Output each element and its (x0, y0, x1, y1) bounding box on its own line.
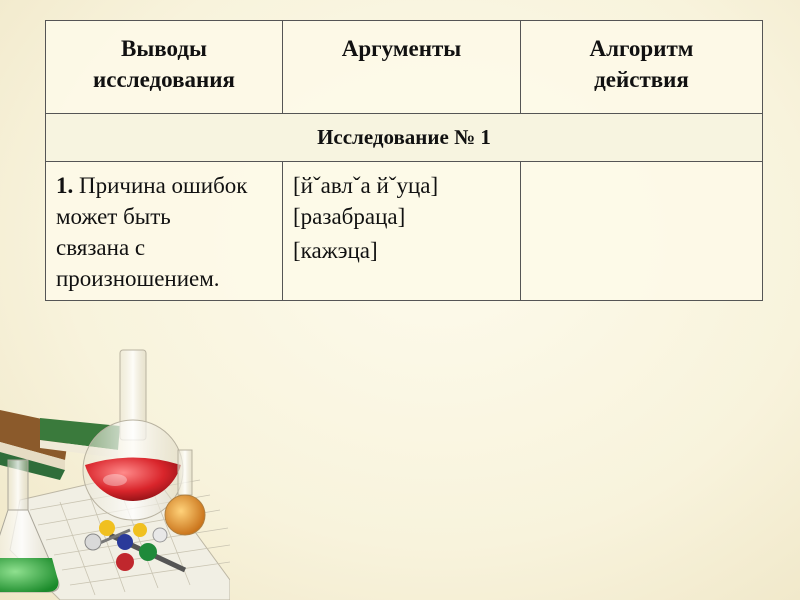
chemistry-illustration (0, 330, 230, 600)
data-row (46, 162, 763, 301)
header-conclusions-line2: исследования (93, 67, 235, 92)
conclusion-line-3: связана с (56, 235, 146, 260)
section-row (46, 114, 763, 162)
argument-2: [разабраца] (293, 204, 406, 229)
header-algorithm-line2: действия (594, 67, 689, 92)
conclusion-line-2: может быть (56, 204, 171, 229)
conclusion-cell (46, 162, 283, 301)
header-conclusions-line1: Выводы (121, 36, 207, 61)
argument-3: [кажэца] (293, 238, 378, 263)
section-title: Исследование № 1 (46, 114, 763, 162)
header-algorithm-line1: Алгоритм (589, 36, 694, 61)
conclusion-number: 1. (56, 173, 74, 198)
red-flask-icon (83, 350, 183, 520)
header-row (46, 21, 763, 114)
header-conclusions (46, 21, 283, 114)
research-table (45, 20, 763, 301)
arguments-cell (283, 162, 521, 301)
conclusion-line-1: Причина ошибок (79, 173, 248, 198)
header-algorithm (521, 21, 763, 114)
header-arguments: Аргументы (283, 21, 521, 114)
argument-1: [йˇавлˇа йˇуца] (293, 173, 439, 198)
conclusion-line-4: произношением. (56, 266, 220, 291)
algorithm-cell (521, 162, 763, 301)
